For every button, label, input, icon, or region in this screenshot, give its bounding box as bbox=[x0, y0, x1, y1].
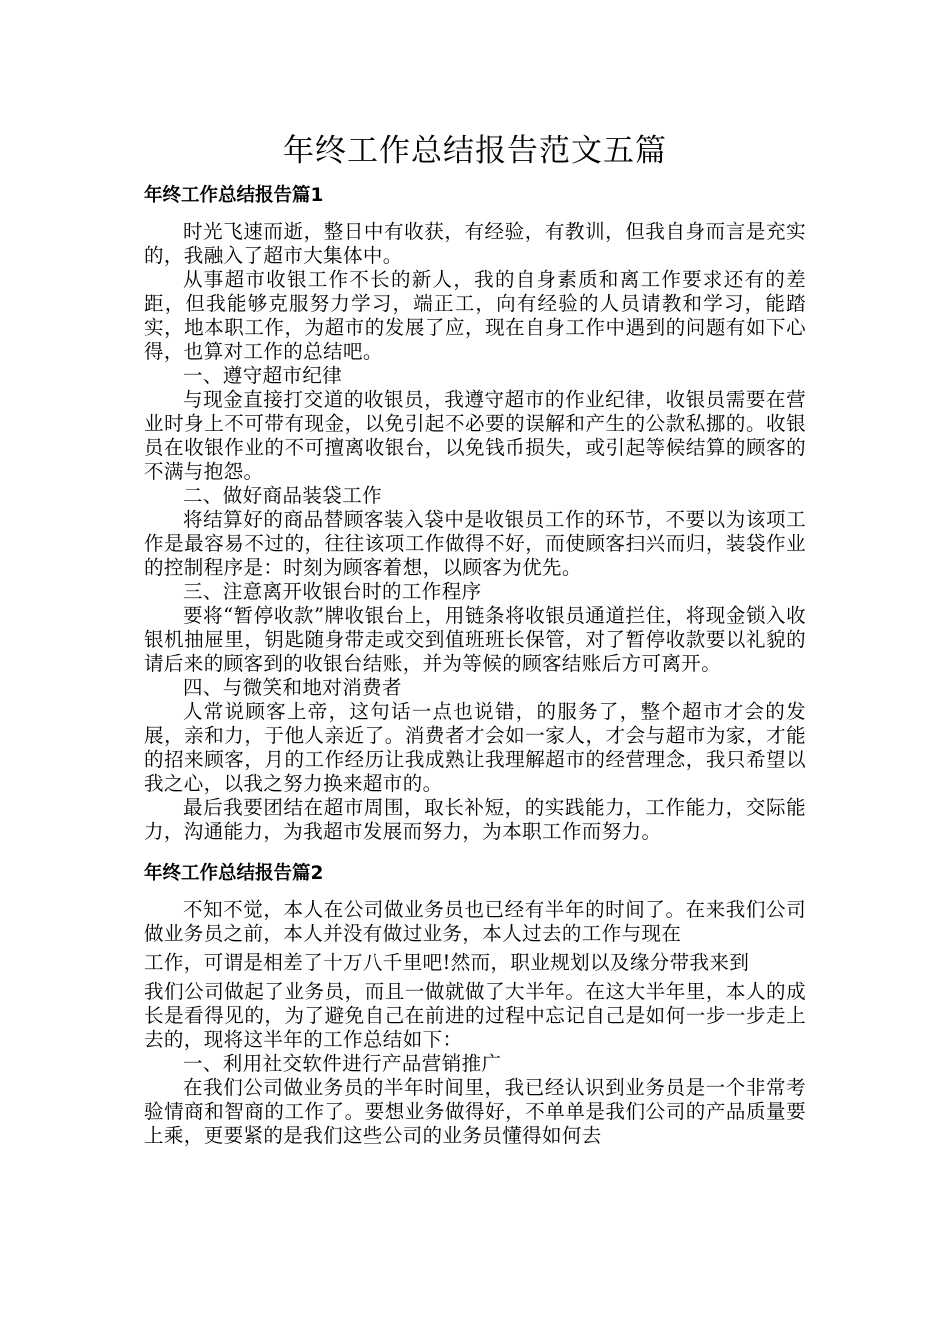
section-heading: 年终工作总结报告篇1 bbox=[144, 185, 324, 206]
paragraph: 时光飞速而逝，整日中有收获，有经验，有教训，但我自身而言是充实的，我融入了超市大集体中。 bbox=[144, 220, 806, 267]
subheading: 三、注意离开收银台时的工作程序 bbox=[183, 580, 482, 603]
paragraph: 在我们公司做业务员的半年时间里，我已经认识到业务员是一个非常考验情商和智商的工作了。要想业务做得好，不单单是我们公司的产品质量要上乘，更要紧的是我们这些公司的业务员懂得如何去 bbox=[144, 1076, 806, 1147]
section-2 bbox=[144, 862, 806, 1148]
paragraph: 不知不觉，本人在公司做业务员也已经有半年的时间了。在来我们公司做业务员之前，本人并没有做过业务，本人过去的工作与现在 bbox=[144, 898, 806, 945]
subheading: 四、与微笑和地对消费者 bbox=[183, 676, 402, 699]
paragraph: 将结算好的商品替顾客装入袋中是收银员工作的环节，不要以为该项工作是最容易不过的，往往该项工作做得不好，而使顾客扫兴而归，装袋作业的控制程序是：时刻为顾客着想，以顾客为优先。 bbox=[144, 508, 806, 579]
subheading: 一、利用社交软件进行产品营销推广 bbox=[183, 1052, 502, 1075]
paragraph: 从事超市收银工作不长的新人，我的自身素质和离工作要求还有的差距，但我能够克服努力学习，端正工，向有经验的人员请教和学习，能踏实，地本职工作，为超市的发展了应，现在自身工作中遇到的问题有如下心得，也算对工作的总结吧。 bbox=[144, 268, 806, 363]
subheading: 一、遵守超市纪律 bbox=[183, 364, 343, 387]
document-title: 年终工作总结报告范文五篇 bbox=[283, 133, 667, 169]
paragraph: 我们公司做起了业务员，而且一做就做了大半年。在这大半年里，本人的成长是看得见的，为了避免自己在前进的过程中忘记自己是如何一步一步走上去的，现将这半年的工作总结如下： bbox=[144, 980, 806, 1051]
paragraph: 工作，可谓是相差了十万八千里吧!然而，职业规划以及缘分带我来到 bbox=[144, 951, 750, 974]
section-1 bbox=[144, 184, 806, 844]
paragraph: 与现金直接打交道的收银员，我遵守超市的作业纪律，收银员需要在营业时身上不可带有现金，以免引起不必要的误解和产生的公款私挪的。收银员在收银作业的不可擅离收银台，以免钱币损失，或引起等候结算的顾客的不满与抱怨。 bbox=[144, 388, 806, 483]
paragraph: 人常说顾客上帝，这句话一点也说错，的服务了，整个超市才会的发展，亲和力，于他人亲近了。消费者才会如一家人，才会与超市为家，才能的招来顾客，月的工作经历让我成熟让我理解超市的经营理念，我只希望以我之心，以我之努力换来超市的。 bbox=[144, 700, 806, 795]
paragraph: 最后我要团结在超市周围，取长补短，的实践能力，工作能力，交际能力，沟通能力，为我超市发展而努力，为本职工作而努力。 bbox=[144, 796, 806, 843]
paragraph: 要将“暂停收款”牌收银台上，用链条将收银员通道拦住，将现金锁入收银机抽屉里，钥匙随身带走或交到值班班长保管，对了暂停收款要以礼貌的请后来的顾客到的收银台结账，并为等候的顾客结账后方可离开。 bbox=[144, 604, 806, 675]
section-heading: 年终工作总结报告篇2 bbox=[144, 863, 324, 884]
subheading: 二、做好商品装袋工作 bbox=[183, 484, 383, 507]
